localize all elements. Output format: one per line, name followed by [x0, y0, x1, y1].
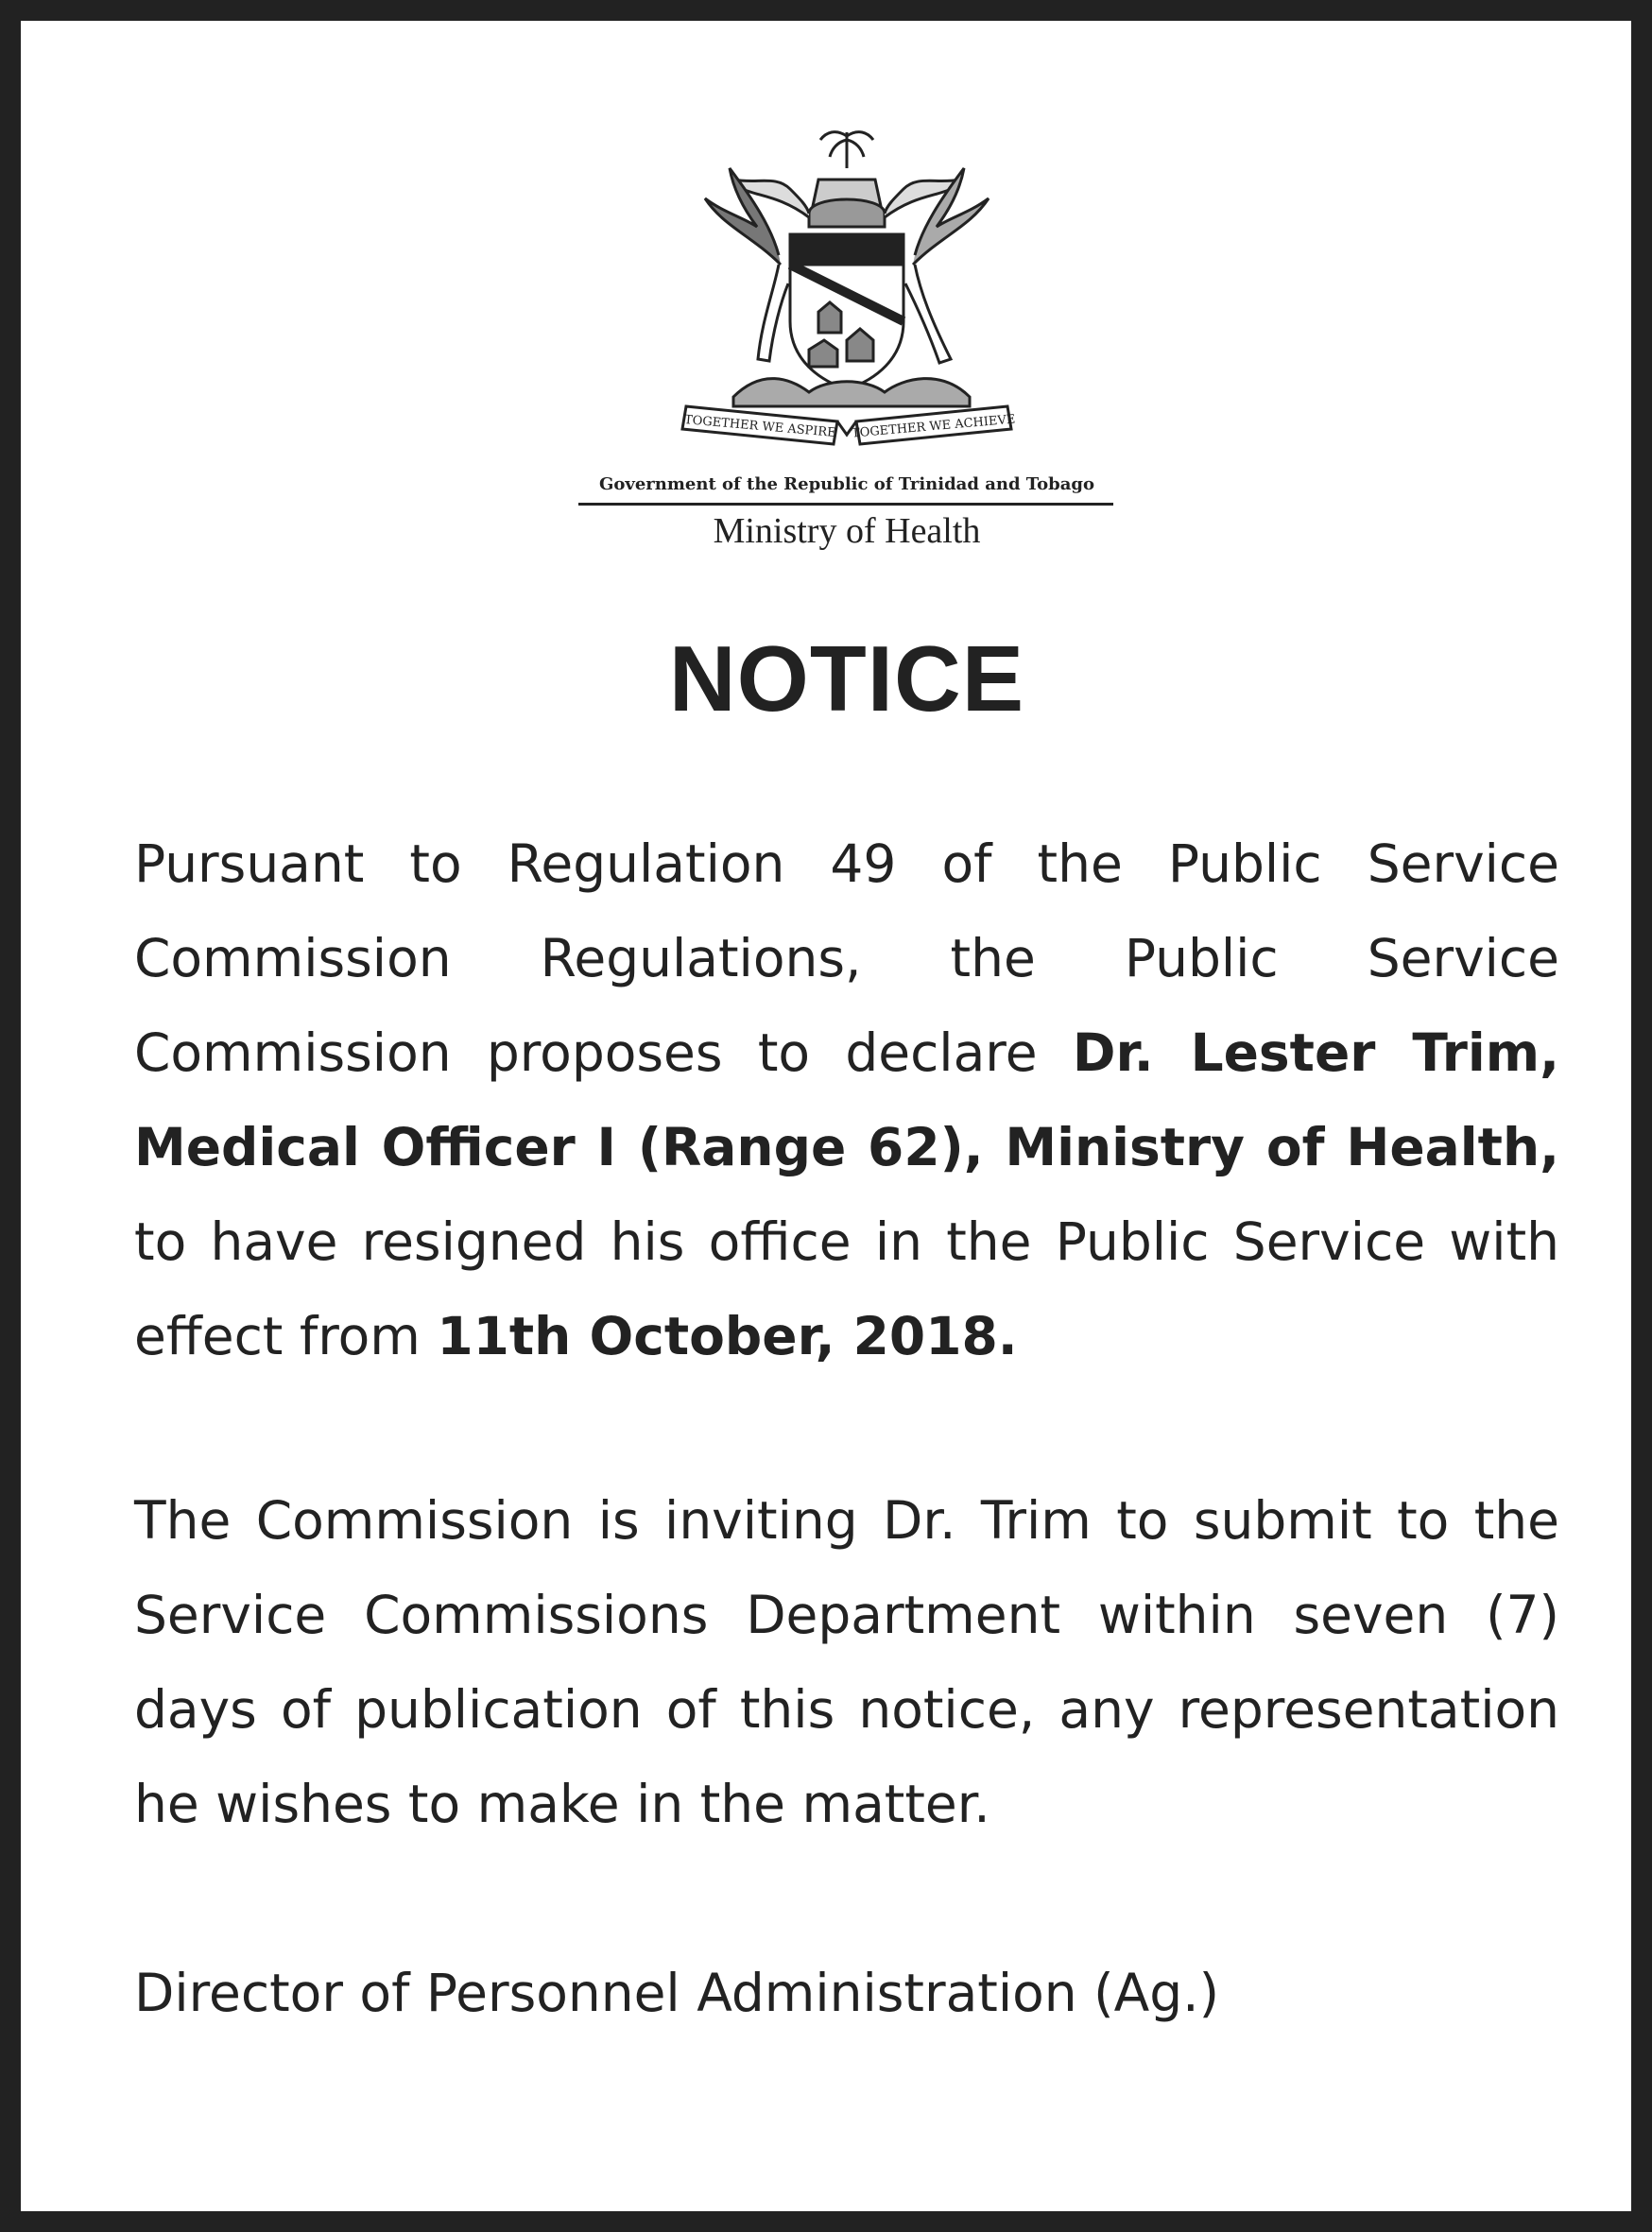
paragraph-1-middle: to have resigned his office in the Public Service with effect from: [134, 1211, 1559, 1366]
notice-paragraph-2: The Commission is inviting Dr. Trim to submit to the Service Commissions Department within seven (7) days of publication of this notice, any representation he wishes to make in the matter.: [134, 1490, 1559, 1834]
ministry-name: Ministry of Health: [713, 511, 981, 551]
header-divider: [578, 503, 1113, 506]
notice-title: NOTICE: [668, 627, 1025, 730]
motto-right-text: TOGETHER WE ACHIEVE: [851, 412, 1016, 441]
coat-of-arms-emblem: [667, 123, 1026, 463]
signature-line: Director of Personnel Administration (Ag.): [134, 1963, 1220, 2023]
motto-left-text: TOGETHER WE ASPIRE: [683, 413, 837, 441]
notice-paragraph-1: [134, 816, 1559, 1383]
officer-name-bold: Dr. Lester Trim, Medical Officer I (Range 62), Ministry of Health,: [134, 1022, 1559, 1177]
effective-date-bold: 11th October, 2018.: [437, 1306, 1018, 1366]
government-line: Government of the Republic of Trinidad and Tobago: [599, 474, 1094, 494]
paragraph-1-intro: Pursuant to Regulation 49 of the Public Service Commission Regulations, the Public Service Commission proposes to declare: [134, 833, 1559, 1083]
